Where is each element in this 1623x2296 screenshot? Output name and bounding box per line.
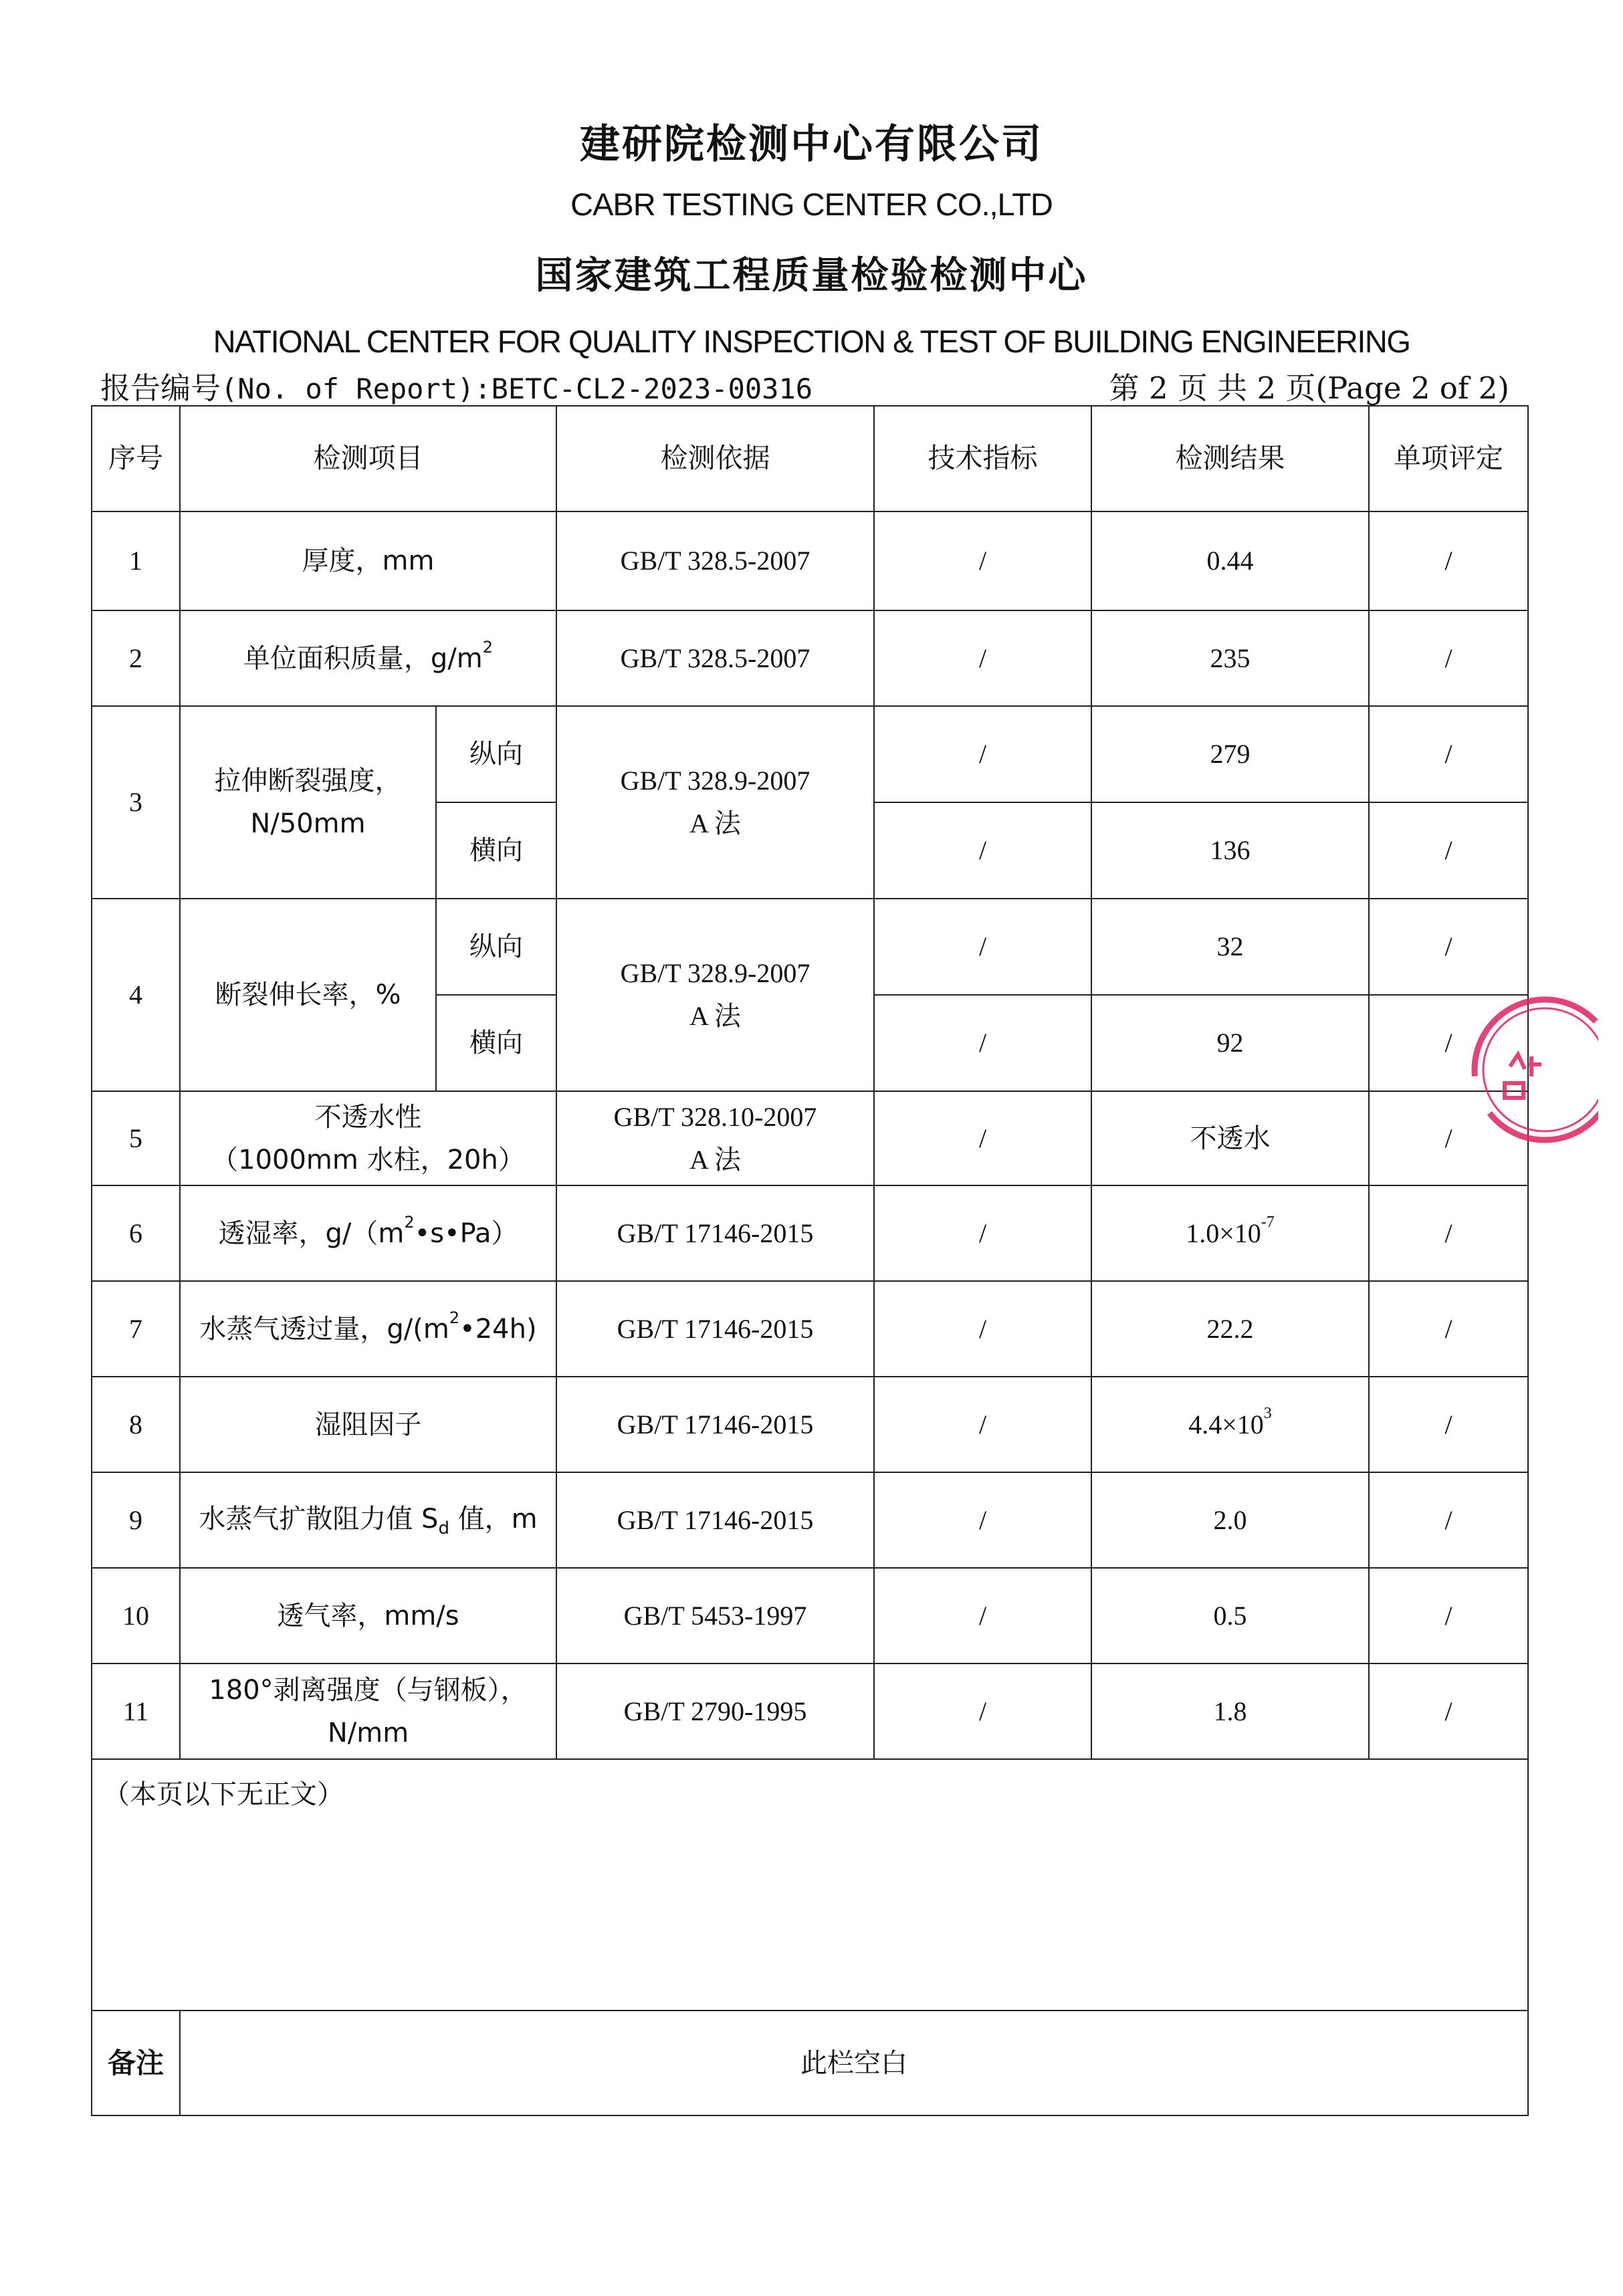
row-result-exponent: -7 bbox=[1261, 1213, 1275, 1231]
row-basis: GB/T 17146-2015 bbox=[556, 1472, 874, 1568]
table-row bbox=[92, 1185, 1528, 1281]
row-result-base: 1.0×10 bbox=[1186, 1218, 1261, 1248]
row-spec: / bbox=[874, 1091, 1091, 1185]
row-basis-line2: A 法 bbox=[689, 1001, 741, 1031]
row-no: 7 bbox=[92, 1281, 180, 1377]
row-no: 5 bbox=[92, 1091, 180, 1185]
row-direction: 横向 bbox=[436, 802, 556, 899]
row-direction: 纵向 bbox=[436, 899, 556, 995]
row-no: 6 bbox=[92, 1185, 180, 1281]
row-item bbox=[180, 610, 556, 706]
row-no: 11 bbox=[92, 1663, 180, 1759]
row-item-text-tail: •24h) bbox=[459, 1313, 537, 1345]
remark-value: 此栏空白 bbox=[180, 2011, 1528, 2115]
row-no: 4 bbox=[92, 899, 180, 1091]
row-no: 9 bbox=[92, 1472, 180, 1568]
row-basis-line1: GB/T 328.10-2007 bbox=[613, 1101, 817, 1132]
row-no: 8 bbox=[92, 1377, 180, 1472]
row-result: 136 bbox=[1091, 802, 1369, 899]
row-item-line1: 拉伸断裂强度， bbox=[214, 766, 402, 796]
row-item: 湿阻因子 bbox=[180, 1377, 556, 1472]
row-spec: / bbox=[874, 1185, 1091, 1281]
footnote-text: （本页以下无正文） bbox=[92, 1759, 1528, 2011]
row-spec: / bbox=[874, 802, 1091, 899]
row-result: 92 bbox=[1091, 995, 1369, 1091]
table-row bbox=[92, 1377, 1528, 1472]
row-rating: / bbox=[1369, 1185, 1528, 1281]
row-spec: / bbox=[874, 1377, 1091, 1472]
row-item-line2: （1000mm 水柱，20h） bbox=[211, 1144, 525, 1175]
row-item-text: 水蒸气扩散阻力值 S bbox=[199, 1503, 439, 1534]
table-row bbox=[92, 706, 1528, 802]
row-rating: / bbox=[1369, 1568, 1528, 1663]
row-rating: / bbox=[1369, 995, 1528, 1091]
row-result-exponent: 3 bbox=[1263, 1404, 1272, 1422]
row-item-text-tail: 值，m bbox=[449, 1503, 538, 1534]
row-result: 1.8 bbox=[1091, 1663, 1369, 1759]
row-result: 0.44 bbox=[1091, 511, 1369, 610]
row-no: 1 bbox=[92, 511, 180, 610]
row-rating: / bbox=[1369, 1663, 1528, 1759]
row-item-line2: N/50mm bbox=[250, 808, 366, 839]
report-number-value: BETC-CL2-2023-00316 bbox=[491, 372, 813, 405]
row-basis bbox=[556, 706, 874, 899]
row-spec: / bbox=[874, 1663, 1091, 1759]
header-basis: 检测依据 bbox=[556, 406, 874, 511]
row-item-text: 水蒸气透过量，g/(m bbox=[199, 1313, 449, 1345]
table-row bbox=[92, 1663, 1528, 1759]
row-item-sup: 2 bbox=[482, 637, 494, 657]
report-number-label: 报告编号 bbox=[100, 370, 221, 406]
row-rating: / bbox=[1369, 802, 1528, 899]
footnote-row bbox=[92, 1759, 1528, 2011]
center-name-en: NATIONAL CENTER FOR QUALITY INSPECTION & TEST OF BUILDING ENGINEERING bbox=[213, 324, 1410, 359]
row-result: 0.5 bbox=[1091, 1568, 1369, 1663]
row-item bbox=[180, 1472, 556, 1568]
header-no: 序号 bbox=[92, 406, 180, 511]
row-basis-line2: A 法 bbox=[689, 808, 741, 838]
row-basis: GB/T 328.5-2007 bbox=[556, 610, 874, 706]
table-row bbox=[92, 1568, 1528, 1663]
row-item bbox=[180, 706, 436, 899]
row-spec: / bbox=[874, 1472, 1091, 1568]
remark-label: 备注 bbox=[92, 2011, 180, 2115]
org-name-cn: 建研院检测中心有限公司 bbox=[580, 121, 1043, 168]
header-item: 检测项目 bbox=[180, 406, 556, 511]
table-row bbox=[92, 1281, 1528, 1377]
row-basis-line1: GB/T 328.9-2007 bbox=[620, 958, 810, 988]
table-row bbox=[92, 1472, 1528, 1568]
row-item-line2: N/mm bbox=[327, 1717, 409, 1748]
row-result: 22.2 bbox=[1091, 1281, 1369, 1377]
row-basis bbox=[556, 899, 874, 1091]
row-spec: / bbox=[874, 1281, 1091, 1377]
report-number-label-en: (No. of Report): bbox=[221, 372, 492, 405]
row-no: 2 bbox=[92, 610, 180, 706]
remark-row bbox=[92, 2011, 1528, 2115]
row-direction: 纵向 bbox=[436, 706, 556, 802]
row-item: 厚度，mm bbox=[180, 511, 556, 610]
table-row bbox=[92, 511, 1528, 610]
row-result: 279 bbox=[1091, 706, 1369, 802]
row-item-text-tail: •s•Pa） bbox=[414, 1218, 518, 1249]
row-spec: / bbox=[874, 1568, 1091, 1663]
row-spec: / bbox=[874, 511, 1091, 610]
row-rating: / bbox=[1369, 706, 1528, 802]
page-indicator-cn: 第 2 页 共 2 页 bbox=[1109, 370, 1316, 406]
table-row bbox=[92, 1091, 1528, 1185]
row-no: 10 bbox=[92, 1568, 180, 1663]
row-basis: GB/T 17146-2015 bbox=[556, 1377, 874, 1472]
row-rating: / bbox=[1369, 1472, 1528, 1568]
row-spec: / bbox=[874, 706, 1091, 802]
row-result: 2.0 bbox=[1091, 1472, 1369, 1568]
page-indicator-en: (Page 2 of 2) bbox=[1315, 370, 1509, 406]
header-result: 检测结果 bbox=[1091, 406, 1369, 511]
row-item-text: 透湿率，g/（m bbox=[218, 1218, 405, 1249]
page-indicator bbox=[1109, 364, 1509, 407]
row-no: 3 bbox=[92, 706, 180, 899]
row-basis: GB/T 2790-1995 bbox=[556, 1663, 874, 1759]
row-item-text: 单位面积质量，g/m bbox=[243, 643, 483, 674]
row-direction: 横向 bbox=[436, 995, 556, 1091]
row-rating: / bbox=[1369, 1281, 1528, 1377]
row-basis-line1: GB/T 328.9-2007 bbox=[620, 766, 810, 796]
row-basis: GB/T 5453-1997 bbox=[556, 1568, 874, 1663]
row-rating: / bbox=[1369, 511, 1528, 610]
header-spec: 技术指标 bbox=[874, 406, 1091, 511]
row-result: 235 bbox=[1091, 610, 1369, 706]
row-basis-line2: A 法 bbox=[689, 1144, 741, 1175]
center-name-cn: 国家建筑工程质量检验检测中心 bbox=[535, 254, 1088, 298]
row-rating: / bbox=[1369, 1091, 1528, 1185]
row-result bbox=[1091, 1377, 1369, 1472]
row-item-line1: 180°剥离强度（与钢板）， bbox=[209, 1674, 528, 1706]
header-rating: 单项评定 bbox=[1369, 406, 1528, 511]
row-rating: / bbox=[1369, 1377, 1528, 1472]
org-name-en: CABR TESTING CENTER CO.,LTD bbox=[570, 187, 1053, 222]
row-basis bbox=[556, 1091, 874, 1185]
row-spec: / bbox=[874, 610, 1091, 706]
row-spec: / bbox=[874, 995, 1091, 1091]
row-item bbox=[180, 1281, 556, 1377]
row-basis: GB/T 17146-2015 bbox=[556, 1281, 874, 1377]
row-item bbox=[180, 1091, 556, 1185]
row-item-sub: d bbox=[438, 1518, 449, 1538]
test-results-table bbox=[91, 405, 1529, 2116]
row-item-line1: 不透水性 bbox=[314, 1101, 422, 1133]
row-spec: / bbox=[874, 899, 1091, 995]
table-header-row bbox=[92, 406, 1528, 511]
report-number bbox=[100, 364, 813, 407]
row-result: 不透水 bbox=[1091, 1091, 1369, 1185]
row-rating: / bbox=[1369, 610, 1528, 706]
row-item-sup: 2 bbox=[404, 1212, 415, 1232]
row-rating: / bbox=[1369, 899, 1528, 995]
row-result bbox=[1091, 1185, 1369, 1281]
row-basis: GB/T 17146-2015 bbox=[556, 1185, 874, 1281]
row-item bbox=[180, 1663, 556, 1759]
row-item: 断裂伸长率，% bbox=[180, 899, 436, 1091]
table-row bbox=[92, 610, 1528, 706]
row-item bbox=[180, 1185, 556, 1281]
row-basis: GB/T 328.5-2007 bbox=[556, 511, 874, 610]
row-result: 32 bbox=[1091, 899, 1369, 995]
table-row bbox=[92, 899, 1528, 995]
row-result-base: 4.4×10 bbox=[1188, 1409, 1264, 1440]
row-item: 透气率，mm/s bbox=[180, 1568, 556, 1663]
row-item-sup: 2 bbox=[449, 1308, 460, 1327]
